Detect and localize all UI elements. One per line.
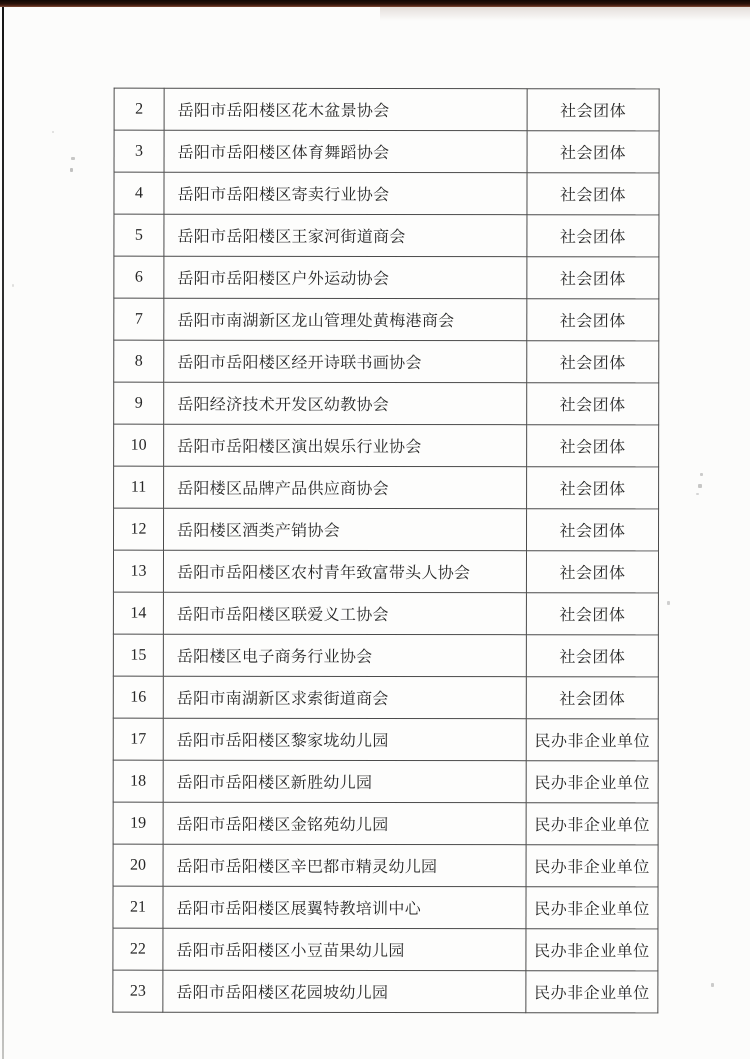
organization-category-cell: 社会团体 [527,341,659,383]
scan-top-edge-artifact [0,0,750,7]
table-row [114,382,659,425]
organization-category-cell: 民办非企业单位 [526,719,658,761]
row-number-cell: 6 [114,256,164,298]
organization-name-cell: 岳阳市岳阳楼区经开诗联书画协会 [164,340,527,383]
organization-category-cell: 社会团体 [526,509,658,551]
organization-category-cell: 社会团体 [527,299,659,341]
table-row [113,592,658,635]
organization-name-cell: 岳阳市岳阳楼区体育舞蹈协会 [164,130,527,173]
row-number-cell: 3 [114,130,164,172]
organization-table [112,88,659,1014]
organization-table-body [113,88,659,1013]
row-number-cell: 7 [114,298,164,340]
organization-name-cell: 岳阳市岳阳楼区农村青年致富带头人协会 [163,550,526,593]
table-row [113,550,658,593]
row-number-cell: 4 [114,172,164,214]
organization-category-cell: 社会团体 [527,425,659,467]
organization-name-cell: 岳阳市南湖新区龙山管理处黄梅港商会 [164,298,527,341]
organization-category-cell: 社会团体 [527,89,659,131]
table-row [113,886,658,929]
table-row [113,760,658,803]
organization-name-cell: 岳阳市岳阳楼区联爱义工协会 [163,592,526,635]
table-row [114,508,659,551]
table-row [114,424,659,467]
row-number-cell: 16 [113,676,163,718]
organization-name-cell: 岳阳市岳阳楼区花木盆景协会 [164,88,527,131]
scan-speck [12,284,14,287]
scan-speck [700,473,703,476]
organization-category-cell: 社会团体 [526,677,658,719]
table-row [114,172,659,215]
scan-left-edge-artifact [2,7,4,1059]
organization-category-cell: 民办非企业单位 [526,887,658,929]
table-row [113,718,658,761]
scan-top-shadow-artifact [380,7,750,21]
table-row [113,844,658,887]
row-number-cell: 5 [114,214,164,256]
organization-category-cell: 民办非企业单位 [526,929,658,971]
organization-category-cell: 民办非企业单位 [526,845,658,887]
organization-name-cell: 岳阳市岳阳楼区辛巴都市精灵幼儿园 [163,844,526,887]
row-number-cell: 8 [114,340,164,382]
row-number-cell: 11 [114,466,164,508]
organization-name-cell: 岳阳市岳阳楼区新胜幼儿园 [163,760,526,803]
organization-name-cell: 岳阳市岳阳楼区展翼特教培训中心 [163,886,526,929]
row-number-cell: 19 [113,802,163,844]
organization-name-cell: 岳阳市岳阳楼区金铭苑幼儿园 [163,802,526,845]
organization-category-cell: 社会团体 [526,593,658,635]
row-number-cell: 15 [113,634,163,676]
organization-category-cell: 民办非企业单位 [526,971,658,1013]
organization-name-cell: 岳阳市南湖新区求索街道商会 [163,676,526,719]
organization-category-cell: 民办非企业单位 [526,803,658,845]
organization-category-cell: 社会团体 [527,467,659,509]
row-number-cell: 14 [113,592,163,634]
table-row [114,130,659,173]
row-number-cell: 9 [114,382,164,424]
scan-speck [71,157,75,160]
organization-name-cell: 岳阳市岳阳楼区寄卖行业协会 [164,172,527,215]
table-row [114,466,659,509]
table-row [113,676,658,719]
row-number-cell: 21 [113,886,163,928]
organization-name-cell: 岳阳市岳阳楼区小豆苗果幼儿园 [163,928,526,971]
table-row [114,88,659,131]
organization-category-cell: 社会团体 [527,257,659,299]
organization-name-cell: 岳阳市岳阳楼区户外运动协会 [164,256,527,299]
organization-category-cell: 社会团体 [527,383,659,425]
organization-category-cell: 社会团体 [526,635,658,677]
row-number-cell: 17 [113,718,163,760]
organization-category-cell: 社会团体 [527,215,659,257]
row-number-cell: 12 [114,508,164,550]
table-row [113,802,658,845]
scan-speck [70,168,73,172]
organization-name-cell: 岳阳楼区电子商务行业协会 [163,634,526,677]
scan-speck [711,983,714,987]
organization-name-cell: 岳阳楼区酒类产销协会 [164,508,527,551]
table-row [113,634,658,677]
organization-name-cell: 岳阳市岳阳楼区王家河街道商会 [164,214,527,257]
organization-name-cell: 岳阳经济技术开发区幼教协会 [164,382,527,425]
organization-name-cell: 岳阳楼区品牌产品供应商协会 [164,466,527,509]
row-number-cell: 10 [114,424,164,466]
row-number-cell: 2 [114,88,164,130]
table-row [114,214,659,257]
organization-category-cell: 社会团体 [526,551,658,593]
row-number-cell: 22 [113,928,163,970]
organization-category-cell: 社会团体 [527,173,659,215]
table-row [113,970,658,1013]
table-row [114,298,659,341]
scan-speck [698,484,702,488]
table-row [113,928,658,971]
organization-name-cell: 岳阳市岳阳楼区黎家垅幼儿园 [163,718,526,761]
scan-speck [696,493,699,495]
table-row [114,340,659,383]
row-number-cell: 23 [113,970,163,1012]
table-row [114,256,659,299]
organization-name-cell: 岳阳市岳阳楼区演出娱乐行业协会 [164,424,527,467]
organization-category-cell: 社会团体 [527,131,659,173]
scan-speck [667,601,670,605]
organization-name-cell: 岳阳市岳阳楼区花园坡幼儿园 [163,970,526,1013]
row-number-cell: 20 [113,844,163,886]
row-number-cell: 18 [113,760,163,802]
scan-speck [52,131,54,133]
organization-category-cell: 民办非企业单位 [526,761,658,803]
row-number-cell: 13 [113,550,163,592]
